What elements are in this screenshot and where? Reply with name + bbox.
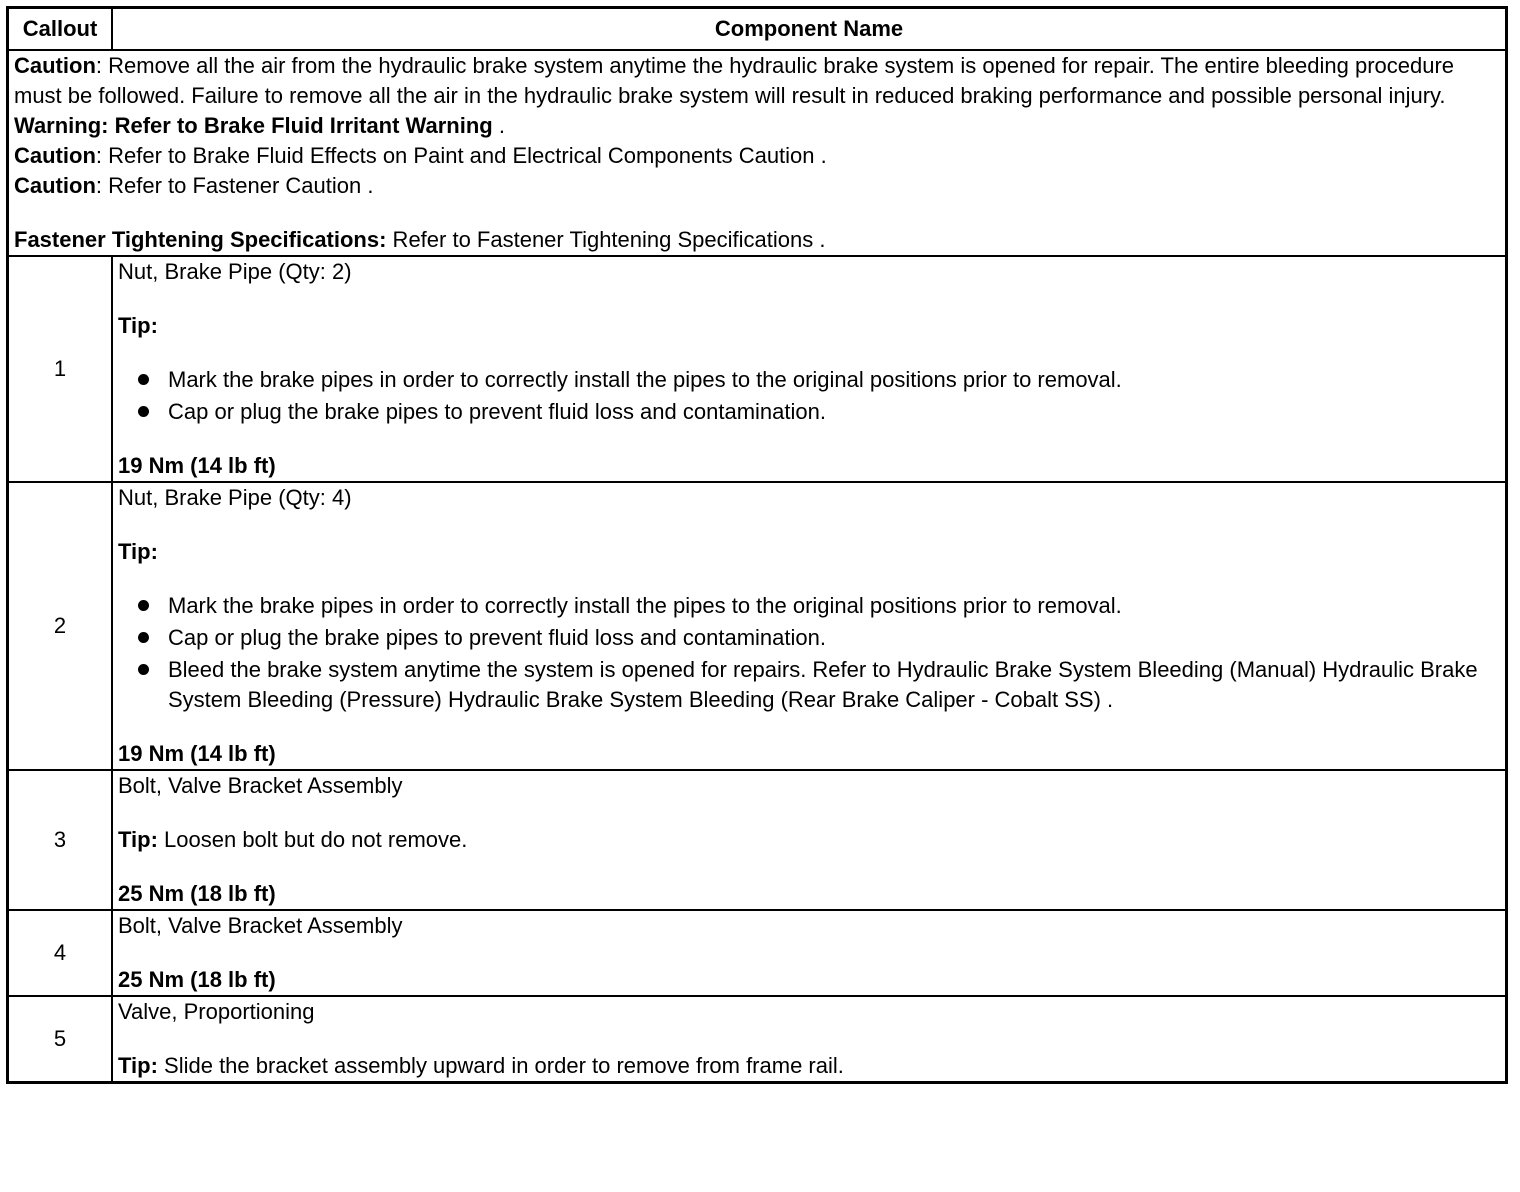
torque-spec: 25 Nm (18 lb ft) — [118, 967, 276, 992]
tip-list — [118, 365, 1500, 427]
list-item — [138, 365, 1500, 395]
table-row — [8, 996, 1507, 1083]
caution-general — [14, 51, 1500, 111]
tip-text: Mark the brake pipes in order to correctly install the pipes to the original positions prior to removal. — [168, 367, 1122, 392]
bullet-icon — [138, 374, 149, 385]
tip-label: Tip: — [118, 539, 158, 564]
component-name: Bolt, Valve Bracket Assembly — [118, 773, 403, 798]
callout-number: 3 — [8, 770, 113, 910]
caution-paint — [14, 141, 1500, 171]
tip-text: Slide the bracket assembly upward in order to remove from frame rail. — [157, 1053, 844, 1078]
table-row — [8, 256, 1507, 482]
tip-label: Tip: — [118, 1053, 158, 1078]
component-cell — [112, 256, 1507, 482]
torque-spec: 25 Nm (18 lb ft) — [118, 881, 276, 906]
caution-text: : Refer to Fastener Caution . — [95, 173, 374, 198]
tip-label: Tip: — [118, 827, 158, 852]
tip-line — [118, 1051, 1500, 1081]
fastener-spec — [14, 225, 1500, 255]
notes-cell — [8, 50, 1507, 256]
bullet-icon — [138, 664, 149, 675]
header-row — [8, 8, 1507, 51]
fastener-label: Fastener Tightening Specifications: — [14, 227, 387, 252]
callout-number: 1 — [8, 256, 113, 482]
caution-fastener — [14, 171, 1500, 201]
tip-line — [118, 825, 1500, 855]
component-cell — [112, 482, 1507, 770]
warning-line — [14, 111, 1500, 141]
caution-label: Caution — [14, 173, 96, 198]
callout-number: 2 — [8, 482, 113, 770]
tip-text: Cap or plug the brake pipes to prevent fluid loss and contamination. — [168, 399, 826, 424]
tip-text: Mark the brake pipes in order to correctly install the pipes to the original positions prior to removal. — [168, 593, 1122, 618]
fastener-text: Refer to Fastener Tightening Specifications . — [386, 227, 826, 252]
warning-text: Warning: Refer to Brake Fluid Irritant Warning — [14, 113, 493, 138]
header-component-name: Component Name — [112, 8, 1507, 51]
list-item — [138, 591, 1500, 621]
tip-text: Cap or plug the brake pipes to prevent fluid loss and contamination. — [168, 625, 826, 650]
callout-number: 5 — [8, 996, 113, 1083]
caution-text: : Refer to Brake Fluid Effects on Paint and Electrical Components Caution . — [95, 143, 827, 168]
bullet-icon — [138, 406, 149, 417]
list-item — [138, 623, 1500, 653]
caution-label: Caution — [14, 143, 96, 168]
caution-label: Caution — [14, 53, 96, 78]
tip-text: Bleed the brake system anytime the system is opened for repairs. Refer to Hydraulic Brake System Bleeding (Manual) Hydraulic Brake System Bleeding (Pressure) Hydraulic Brake System Bleeding (Rear Brake Caliper - Cobalt SS) . — [168, 657, 1478, 712]
component-table — [6, 6, 1508, 1084]
torque-spec: 19 Nm (14 lb ft) — [118, 741, 276, 766]
table-row — [8, 910, 1507, 996]
list-item — [138, 655, 1500, 715]
table-row — [8, 770, 1507, 910]
tip-text: Loosen bolt but do not remove. — [157, 827, 468, 852]
component-name: Bolt, Valve Bracket Assembly — [118, 913, 403, 938]
tip-label: Tip: — [118, 313, 158, 338]
component-name: Nut, Brake Pipe (Qty: 4) — [118, 485, 352, 510]
component-name: Valve, Proportioning — [118, 999, 315, 1024]
component-cell — [112, 770, 1507, 910]
bullet-icon — [138, 600, 149, 611]
callout-number: 4 — [8, 910, 113, 996]
caution-text: : Remove all the air from the hydraulic brake system anytime the hydraulic brake system is opened for repair. The entire bleeding procedure must be followed. Failure to remove all the air in the hydraulic brake system will result in reduced braking performance and possible personal injury. — [14, 53, 1455, 108]
list-item — [138, 397, 1500, 427]
tip-list — [118, 591, 1500, 715]
bullet-icon — [138, 632, 149, 643]
table-row — [8, 482, 1507, 770]
header-callout: Callout — [8, 8, 113, 51]
notes-row — [8, 50, 1507, 256]
component-name: Nut, Brake Pipe (Qty: 2) — [118, 259, 352, 284]
component-cell — [112, 996, 1507, 1083]
torque-spec: 19 Nm (14 lb ft) — [118, 453, 276, 478]
component-cell — [112, 910, 1507, 996]
warning-suffix: . — [492, 113, 505, 138]
